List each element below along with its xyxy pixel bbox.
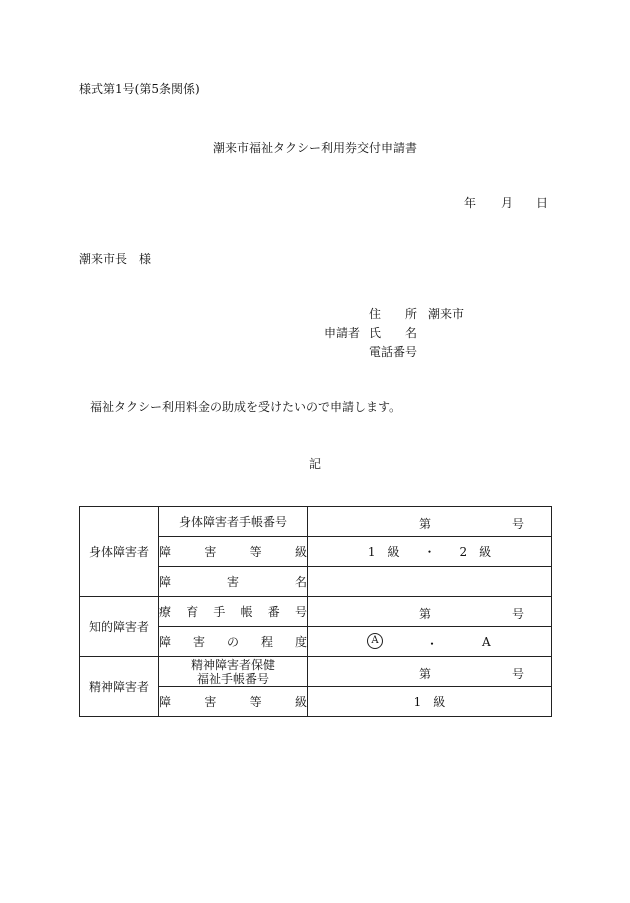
category-intellectual: 知的障害者 [80,597,159,657]
page-title: 潮来市福祉タクシー利用券交付申請書 [212,141,417,155]
category-mental: 精神障害者 [80,657,159,717]
date-month: 月 [501,196,514,210]
address-label: 住 所 [369,307,417,321]
applicant-role: 申請者 [324,326,361,340]
intellectual-degree-label: 障 害 の 程 度 [159,627,308,657]
date-day: 日 [536,196,549,210]
intellectual-handbook-field[interactable] [308,597,552,627]
phone-label: 電話番号 [369,345,418,359]
addressee: 潮来市長 様 [79,252,152,266]
mental-grade-label: 障 害 等 級 [159,687,308,717]
address-value: 潮来市 [428,307,465,321]
intellectual-degree-field[interactable] [308,627,552,657]
physical-go: 号 [512,517,525,531]
mental-dai: 第 [419,667,432,681]
mental-handbook-label [159,657,308,687]
name-label: 氏 名 [369,326,417,340]
physical-name-field[interactable] [308,567,552,597]
mental-grade-value[interactable]: 1 級 [308,687,552,717]
intellectual-dai: 第 [419,607,432,621]
form-number: 様式第1号(第5条関係) [79,82,200,96]
disability-table [79,506,552,717]
category-physical: 身体障害者 [80,507,159,597]
table-row [80,507,552,537]
degree-separator: ・ [426,637,439,651]
physical-grade-label: 障 害 等 級 [159,537,308,567]
ki-heading: 記 [308,457,321,471]
body-text: 福祉タクシー利用料金の助成を受けたいので申請します。 [90,400,402,414]
degree-option-a[interactable]: A [482,635,491,649]
intellectual-handbook-label: 療 育 手 帳 番 号 [159,597,308,627]
table-row [80,657,552,687]
physical-handbook-field[interactable] [308,507,552,537]
physical-handbook-label: 身体障害者手帳番号 [159,507,308,537]
mental-handbook-label-line2: 福祉手帳番号 [196,671,269,686]
mental-go: 号 [512,667,525,681]
mental-handbook-field[interactable] [308,657,552,687]
physical-grade-value[interactable]: 1 級 ・ 2 級 [308,537,552,567]
date-year: 年 [464,196,477,210]
intellectual-go: 号 [512,607,525,621]
mental-handbook-label-line1: 精神障害者保健 [190,657,275,672]
table-row [80,597,552,627]
physical-dai: 第 [419,517,432,531]
physical-name-label: 障 害 名 [159,567,308,597]
degree-option-circled-a[interactable]: A [367,633,383,649]
